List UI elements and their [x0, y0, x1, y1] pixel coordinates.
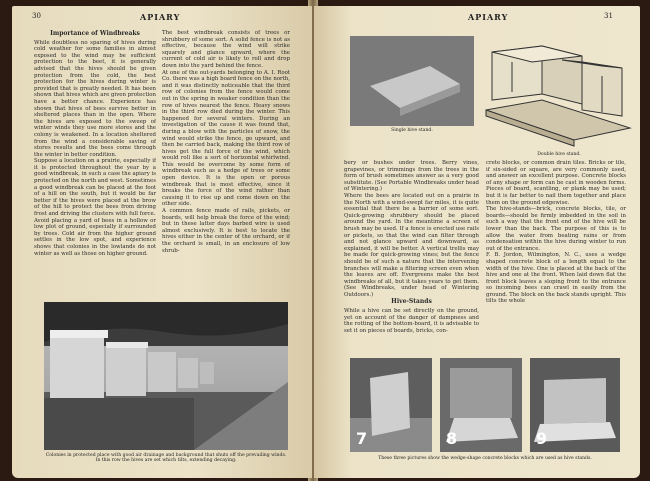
left-photo-caption: Colonies in protected place with good air drainage and background that shuts off the prevailing winds. In this row the hives are set which tilts, extending decaying. [45, 453, 287, 464]
left-column-1 [34, 30, 156, 300]
left-column-2-text: The best windbreak consists of trees or shrubbery of some sort. A solid fence is not as effective, because the wind will strike squarely and glance upward, where the current of cold air is likely to roll and drop down into the yard behind the fence. At one of the out-yards belonging to A. I. Root Co. there was a high board fence on the north, and it was distinctly noticeable that the third row of colonies from the fence would come out in the spring in weaker condition than the row of hives nearest the fence. Heavy snows in the third row died during the winter. This happened for several winters. During an investigation of the cause it was found that, during a blow with the particles of snow, the wind would strike the fence, go upward, and then be carried back, making the third row of hives get the full force of the wind, which would roll like a sort of horizontal whirlwind. This would be overcome by some form of windbreak such as a hedge of trees or some open device. It is the open or porous windbreak that is most effective, since it breaks the force of the wind rather than causing it to rise up and come down on the other side. A common fence made of rails, pickets, or boards, will help break the force of the wind; but in these latter days barbed wire is used almost exclusively. It is best to locate the hives either in the center of the orchard, or if the orchard is small, in an enclosure of low shrub- [162, 30, 290, 254]
single-hive-stand-caption: Single hive stand. [391, 128, 433, 133]
photo-8 [440, 358, 522, 452]
right-column-2 [486, 160, 626, 340]
left-column-2 [162, 30, 290, 300]
photo-9 [530, 358, 620, 452]
photo-number-8: 8 [446, 429, 458, 448]
right-column-2-text: crete blocks, or common drain tiles. Bricks or tile, if six-sided or square, are very commonly used, and answer an excellent purpose. Concrete blocks of any shape or form can be cast in wooden forms. Pieces of board, scantling, or plank may be used; but it is far better to nail them together and place them on the ground edgewise. The hive-stands—brick, concrete blocks, tile, or boards—should be firmly imbedded in the soil in such a way that the front end of the hive will be lower than the back. The purpose of this is to allow the water from beating rains or from condensation within the hive during winter to run out of the entrance. F. B. Jordon, Wilmington, N. C., uses a wedge shaped concrete block of a length equal to the width of the hive. One is placed at the back of the hive and one at the front. When laid down flat the front block leaves a sloping front to the entrance so incoming bees can crawl in easily from the ground. The block on the back stands upright. This tilts the whole [486, 160, 626, 305]
hive-stand-blocks-caption: These three pictures show the wedge-shape concrete blocks which are used as hive stands. [378, 456, 592, 461]
right-page-number: 31 [604, 12, 613, 20]
section-heading-hive-stands: Hive-Stands [391, 298, 432, 306]
double-hive-stand-caption: Double hive stand. [537, 152, 581, 157]
right-page [314, 6, 640, 478]
photo-number-9: 9 [536, 429, 548, 448]
left-page-header: APIARY [140, 12, 181, 22]
left-page [12, 6, 312, 478]
hive-row-illustration [44, 302, 288, 450]
right-column-1 [344, 160, 479, 340]
left-column-1-text: While doubtless no sparing of hives during cold weather for some families in almost exposed to the wind may be sufficient protection to the beet, it is generally advised that the hives should be given protection from the cold, the best protection for the hives during winter is provided that is greatly needed. It has been shown that hives which are given protection have a better chance. Experience has shown that hives of bees survive better in sheltered places than in the open. Where the hives are exposed to the sweep of winter winds they use more stores and the colony is weakened. In a location sheltered from the wind a considerable saving of stores results and the bees come through the winter in better condition. Suppose a location on a prairie, especially if it is protected throughout the year by a good windbreak, in such a case the apiary is protected on the north and west. Sometimes a good windbreak can be placed at the foot of a hill on the south, but it would be far better if the hives were placed at the brow of the hill to protect the bees from driving frost and driving the clusters with full force. Avoid placing a yard of bees in a hollow or low plot of ground, especially if surrounded by trees. Cold air from the higher ground settles in the low spot, and experience shows that colonies in the lowlands do not winter as well as those on higher ground. [34, 39, 156, 257]
double-hive-stand-illustration [482, 32, 632, 150]
single-hive-stand-illustration [350, 36, 474, 126]
right-column-1-text-2: While a hive can be set directly on the ground, yet on account of the danger of dampness and the rotting of the bottom-board, it is advisable to set it on pieces of boards, bricks, con- [344, 308, 479, 334]
right-column-1-text: bery or bushes under trees. Berry vines, grapevines, or trimmings from the trees in the form of brush sometimes answer as a very good substitute. (See Portable Windbreaks under head of Wintering.) Where the bees are located out on a prairie in the North with a wind-swept far miles, it is quite essential that there be a barrier of some sort. Quick-growing shrubbery should be placed around the yard. In the meantime a screen of brush may be used. If a fence is erected use rails or pickets, so that the wind can filter through and not glance upward and downward, as explained, it will be better. A vertical trellis may be made for quick-growing vines; but the fence should be of such a nature that the intervening branches will make a filtering screen even when the leaves are off. Evergreens make the best windbreaks of all, but it takes years to get them. (See Windbreaks, under head of Wintering Outdoors.) [344, 160, 479, 298]
left-page-number: 30 [32, 12, 41, 20]
section-heading-windbreaks: Importance of Windbreaks [50, 30, 140, 37]
photo-number-7: 7 [356, 429, 368, 448]
photo-7 [350, 358, 432, 452]
double-hive-stand-drawing [482, 32, 632, 150]
apiary-row-photo [44, 302, 288, 450]
right-page-header: APIARY [468, 12, 509, 22]
single-hive-stand-photo [350, 36, 474, 126]
